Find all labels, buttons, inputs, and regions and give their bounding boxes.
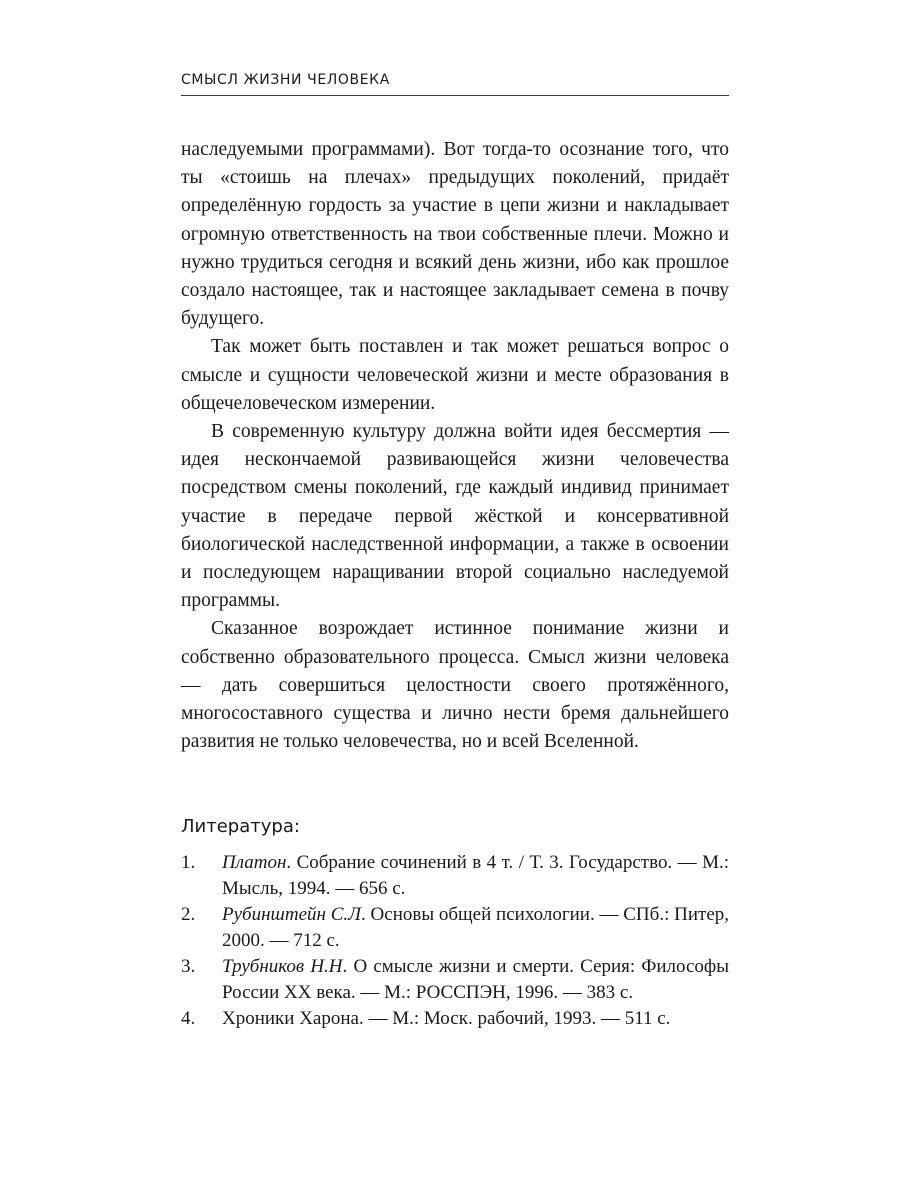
reference-text: . Собрание сочинений в 4 т. / Т. 3. Государство. — М.: Мысль, 1994. — 656 с. [222, 852, 729, 899]
reference-author: Трубников Н.Н [222, 956, 343, 977]
body-paragraph: В современную культуру должна войти идея бессмертия — идея нескончаемой развивающейся жизни человечества посредством смены поколений, где каждый индивид принимает участие в передаче первой жёсткой и консервативной биологической наследственной информации, а также в освоении и последующем наращивании второй социально наследуемой программы. [181, 421, 729, 612]
references-heading: Литература: [181, 816, 300, 837]
running-title: СМЫСЛ ЖИЗНИ ЧЕЛОВЕКА [181, 72, 390, 88]
reference-number: 1. [181, 852, 196, 873]
main-text [181, 136, 729, 756]
references-list [181, 850, 729, 1032]
body-paragraph: Сказанное возрождает истинное понимание жизни и собственно образовательного процесса. Смысл жизни человека — дать совершиться целостности своего протяжённого, многосоставного существа и лично нести бремя дальнейшего развития не только человечества, но и всей Вселенной. [181, 618, 729, 753]
reference-text: . О смысле жизни и смерти. Серия: Философы России XX века. — М.: РОССПЭН, 1996. — 383 с. [222, 956, 729, 1003]
running-header [181, 70, 729, 96]
reference-author: Рубинштейн С.Л [222, 904, 362, 925]
body-paragraph: Так может быть поставлен и так может решаться вопрос о смысле и сущности человеческой жизни и месте образования в общечеловеческом измерении. [181, 336, 729, 414]
reference-text: . Основы общей психологии. — СПб.: Питер, 2000. — 712 с. [222, 904, 730, 951]
reference-number: 4. [181, 1008, 196, 1029]
reference-number: 3. [181, 956, 196, 977]
reference-number: 2. [181, 904, 196, 925]
reference-item [181, 850, 729, 902]
reference-text: Хроники Харона. — М.: Моск. рабочий, 1993. — 511 с. [222, 1008, 671, 1029]
reference-item [181, 954, 729, 1006]
body-paragraph: наследуемыми программами). Вот тогда-то осознание того, что ты «стоишь на плечах» предыдущих поколений, придаёт определённую гордость за участие в цепи жизни и накладывает огромную ответственность на твои собственные плечи. Можно и нужно трудиться сегодня и всякий день жизни, ибо как прошлое создало настоящее, так и настоящее закладывает семена в почву будущего. [181, 139, 729, 330]
reference-item [181, 1006, 729, 1032]
reference-item [181, 902, 729, 954]
reference-author: Платон [222, 852, 287, 873]
